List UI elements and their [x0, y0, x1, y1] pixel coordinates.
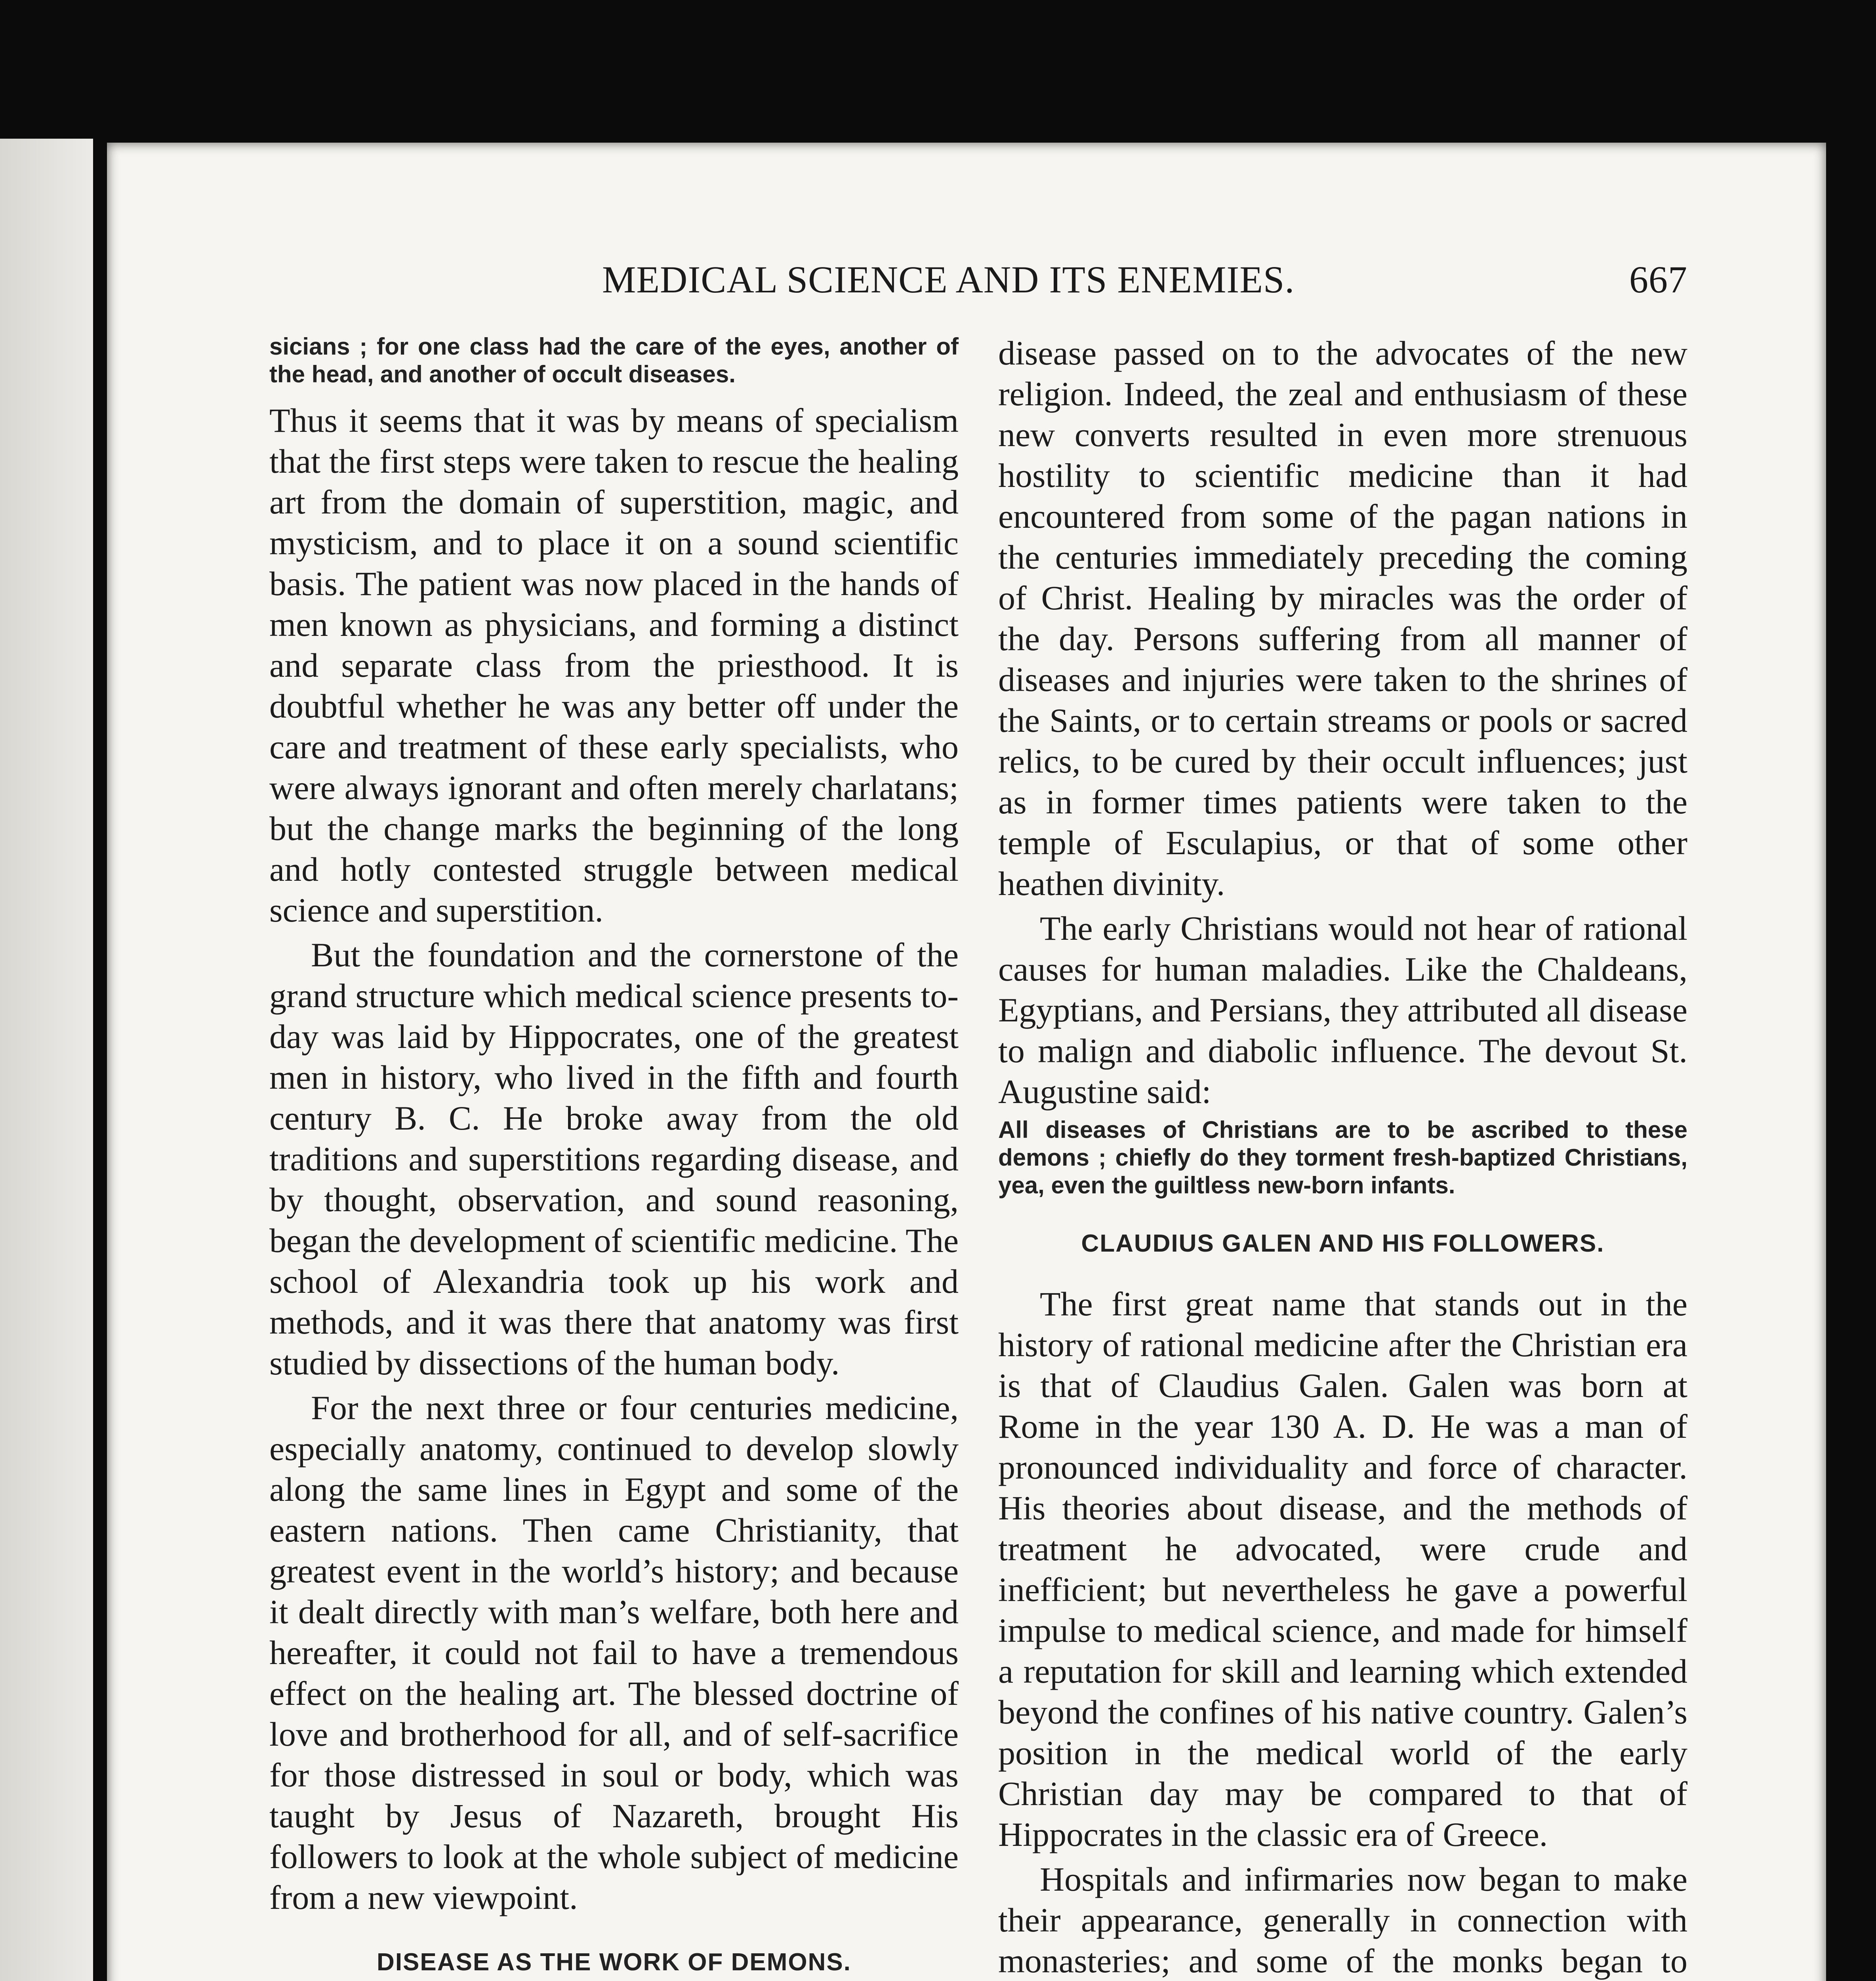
right-column [998, 333, 1687, 1981]
section-heading: DISEASE AS THE WORK OF DEMONS. [377, 1949, 851, 1976]
page-number: 667 [1629, 258, 1687, 301]
left-column [269, 333, 959, 1981]
paragraph: The first great name that stands out in the history of rational medicine after the Christian era is that of Claudius Galen. Galen was born at Rome in the year 130 A. D. He was a man of pronounced individuality and force of character. His theories about disease, and the methods of treatment he advocated, were crude and inefficient; but nevertheless he gave a powerful impulse to medical science, and made for himself a reputation for skill and learning which extended beyond the confines of his native country. Galen’s position in the medical world of the early Christian day may be compared to that of Hippocrates in the classic era of Greece. [998, 1285, 1687, 1853]
paragraph: The early Christians would not hear of rational causes for human maladies. Like the Chaldeans, Egyptians, and Persians, they attributed all disease to malign and diabolic influence. The devout St. Augustine said: [998, 909, 1687, 1111]
book-page [107, 143, 1826, 1981]
paragraph: Thus it seems that it was by means of specialism that the first steps were taken to rescue the healing art from the domain of superstition, magic, and mysticism, and to place it on a sound scientific basis. The patient was now placed in the hands of men known as physicians, and forming a distinct and separate class from the priesthood. It is doubtful whether he was any better off under the care and treatment of these early specialists, who were always ignorant and often merely charlatans; but the change marks the beginning of the long and hotly contested struggle between medical science and superstition. [269, 401, 959, 929]
paragraph: disease passed on to the advocates of the new religion. Indeed, the zeal and enthusiasm of these new converts resulted in even more strenuous hostility to scientific medicine than it had encountered from some of the pagan nations in the centuries immediately preceding the coming of Christ. Healing by miracles was the order of the day. Persons suffering from all manner of diseases and injuries were taken to the shrines of the Saints, or to certain streams or pools or sacred relics, to be cured by their occult influences; just as in former times patients were taken to the temple of Esculapius, or that of some other heathen divinity. [998, 334, 1687, 903]
block-quote: All diseases of Christians are to be ascribed to these demons ; chiefly do they torment fresh-baptized Christians, yea, even the guiltless new-born infants. [998, 1116, 1687, 1199]
section-heading: CLAUDIUS GALEN AND HIS FOLLOWERS. [1081, 1230, 1605, 1257]
quote-continuation: sicians ; for one class had the care of the eyes, another of the head, and another of occult diseases. [269, 333, 959, 387]
paragraph: For the next three or four centuries medicine, especially anatomy, continued to develop slowly along the same lines in Egypt and some of the eastern nations. Then came Christianity, that greatest event in the world’s history; and because it dealt directly with man’s welfare, both here and hereafter, it could not fail to have a tremendous effect on the healing art. The blessed doctrine of love and brotherhood for all, and of self-sacrifice for those distressed in soul or body, which was taught by Jesus of Nazareth, brought His followers to look at the whole subject of medicine from a new viewpoint. [269, 1389, 959, 1916]
page-header [602, 250, 1687, 309]
paragraph: But the foundation and the cornerstone of the grand structure which medical science presents to-day was laid by Hippocrates, one of the greatest men in history, who lived in the fifth and fourth century B. C. He broke away from the old traditions and superstitions regarding disease, and by thought, observation, and sound reasoning, began the development of scientific medicine. The school of Alexandria took up his work and methods, and it was there that anatomy was first studied by dissections of the human body. [269, 936, 959, 1382]
adjacent-page-edge [0, 139, 93, 1981]
running-title: MEDICAL SCIENCE AND ITS ENEMIES. [602, 258, 1295, 301]
paragraph: Hospitals and infirmaries now began to make their appearance, generally in connection with monasteries; and some of the monks began to [998, 1860, 1687, 1980]
